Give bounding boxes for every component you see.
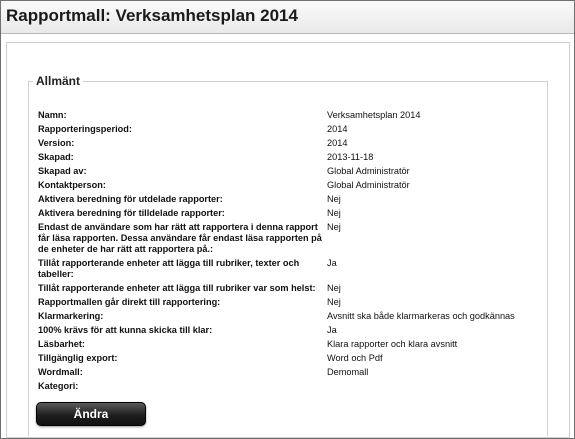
field-row-category (38, 379, 548, 393)
field-label: Wordmall: (38, 366, 83, 377)
field-value: Nej (327, 221, 341, 232)
field-label: Skapad: (38, 151, 74, 162)
field-value: 2013-11-18 (327, 151, 374, 162)
field-value: Nej (327, 282, 341, 293)
field-value: Verksamhetsplan 2014 (327, 109, 421, 120)
field-row-full-required (38, 323, 548, 337)
field-label: Skapad av: (38, 165, 87, 176)
field-label: Läsbarhet: (38, 338, 85, 349)
section-legend: Allmänt (36, 74, 81, 88)
field-row-reporting-period (38, 122, 548, 136)
field-row-direct-to-reporting (38, 295, 548, 309)
field-row-name (38, 108, 548, 122)
field-value: Nej (327, 193, 341, 204)
edit-button[interactable]: Ändra (36, 402, 146, 426)
general-section (28, 74, 548, 436)
field-row-export (38, 351, 548, 365)
field-row-completion-marking (38, 309, 548, 323)
field-label: Version: (38, 137, 75, 148)
field-row-version (38, 136, 548, 150)
field-row-created-by (38, 164, 548, 178)
field-value: Nej (327, 207, 341, 218)
field-label: Tillgänglig export: (38, 352, 118, 363)
field-value: Avsnitt ska både klarmarkeras och godkännas (327, 310, 515, 321)
field-row-created (38, 150, 548, 164)
field-label: Tillåt rapporterande enheter att lägga till rubriker var som helst: (38, 282, 316, 293)
field-value: Global Administratör (327, 179, 410, 190)
content-panel (6, 42, 570, 438)
field-row-allow-headings-texts-tables (38, 256, 548, 281)
field-label: Rapporteringsperiod: (38, 123, 132, 134)
field-label: Aktivera beredning för utdelade rapporter: (38, 193, 223, 204)
field-row-contact-person (38, 178, 548, 192)
field-value: Nej (327, 296, 341, 307)
field-row-read-restriction (38, 220, 548, 256)
field-row-word-template (38, 365, 548, 379)
field-value: Global Administratör (327, 165, 410, 176)
field-row-prep-distributed (38, 192, 548, 206)
field-row-allow-headings-anywhere (38, 281, 548, 295)
field-label: 100% krävs för att kunna skicka till klar: (38, 324, 213, 335)
field-label: Namn: (38, 109, 67, 120)
field-label: Tillåt rapporterande enheter att lägga till rubriker, texter och tabeller: (38, 257, 300, 279)
field-label: Endast de användare som har rätt att rapportera i denna rapport får läsa rapporten. Dessa användare får endast läsa rapporten på de enheter de har rätt att rapportera på.: (38, 221, 322, 254)
field-label: Klarmarkering: (38, 310, 104, 321)
field-value: 2014 (327, 123, 348, 134)
field-value: Ja (327, 324, 337, 335)
page-title: Rapportmall: Verksamhetsplan 2014 (6, 6, 298, 25)
field-value: 2014 (327, 137, 348, 148)
field-label: Aktivera beredning för tilldelade rapporter: (38, 207, 225, 218)
field-value: Demomall (327, 366, 369, 377)
field-row-readability (38, 337, 548, 351)
title-bar (1, 1, 574, 34)
field-label: Rapportmallen går direkt till rapportering: (38, 296, 221, 307)
field-label: Kategori: (38, 380, 79, 391)
field-value (327, 379, 548, 382)
field-row-prep-assigned (38, 206, 548, 220)
field-value: Word och Pdf (327, 352, 383, 363)
field-list (38, 108, 548, 393)
field-value: Ja (327, 257, 337, 268)
field-label: Kontaktperson: (38, 179, 106, 190)
field-value: Klara rapporter och klara avsnitt (327, 338, 458, 349)
